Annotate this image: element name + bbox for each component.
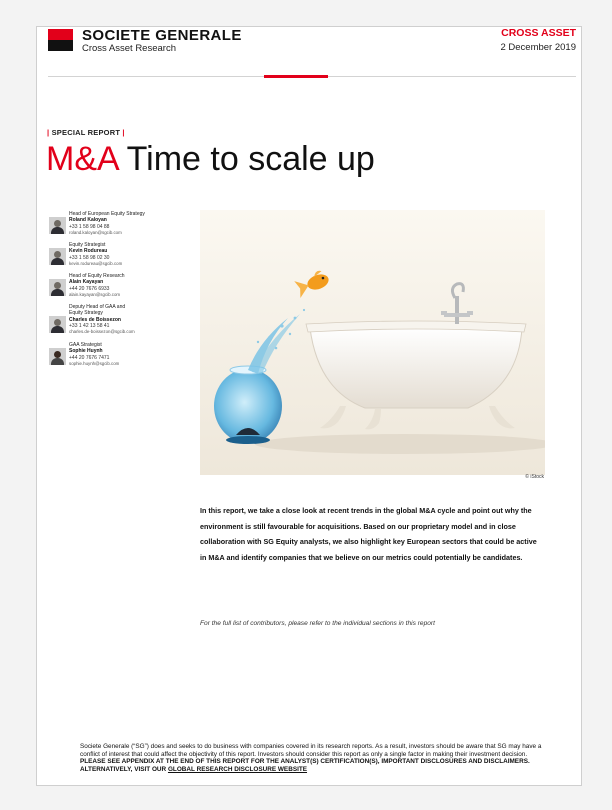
disclaimer-notice: PLEASE SEE APPENDIX AT THE END OF THIS REPORT FOR THE ANALYST(S) CERTIFICATION(S), IMPORTANT DISCLOSURES AND DISCLAIMERS. ALTERNATIVELY, VISIT OUR <box>80 758 530 773</box>
author-role-continued: Equity Strategy <box>69 310 103 317</box>
author-photo <box>49 248 66 265</box>
author-card <box>49 242 199 273</box>
report-type-label: SPECIAL REPORT <box>51 128 121 137</box>
author-name: Kevin Rodureau <box>69 248 108 255</box>
page-title <box>46 140 375 179</box>
author-photo <box>49 316 66 333</box>
author-email[interactable]: alain.kayayan@sgcib.com <box>69 291 121 297</box>
author-role: Equity Strategist <box>69 242 106 248</box>
disclaimer-text: Societe Generale (“SG”) does and seeks to do business with companies covered in its research reports. As a result, investors should be aware that SG may have a conflict of interest that could affect the objectivity of this report. Investors should consider this report as only a single factor in making their investment decision. <box>80 743 542 758</box>
legal-disclaimer <box>80 743 546 773</box>
author-name: Charles de Boissezon <box>69 316 121 323</box>
author-photo <box>49 279 66 296</box>
societe-generale-logo <box>48 28 258 54</box>
author-email[interactable]: roland.kaloyan@sgcib.com <box>69 229 122 235</box>
hero-image <box>200 210 545 475</box>
goldfish-illustration-icon <box>200 210 545 475</box>
author-phone: +33 1 58 98 04 88 <box>69 223 110 230</box>
author-photo <box>49 217 66 234</box>
author-name: Sophie Huynh <box>69 348 103 355</box>
header-divider-accent <box>264 75 328 78</box>
author-role: Deputy Head of GAA and <box>69 304 126 310</box>
disclosure-website-link[interactable]: GLOBAL RESEARCH DISCLOSURE WEBSITE <box>167 765 308 773</box>
author-role: Head of European Equity Strategy <box>69 211 145 217</box>
contributors-note: For the full list of contributors, please refer to the individual sections in this report <box>200 620 435 627</box>
author-email[interactable]: kevin.rodureau@sgcib.com <box>69 260 123 266</box>
author-name: Roland Kaloyan <box>69 217 107 224</box>
header-meta <box>500 27 576 53</box>
image-credit: © iStock <box>525 474 544 480</box>
report-type-tag: | SPECIAL REPORT | <box>47 128 125 137</box>
brand-subtitle: Cross Asset Research <box>82 43 176 54</box>
author-email[interactable]: sophie.huynh@sgcib.com <box>69 360 120 366</box>
author-photo <box>49 348 66 365</box>
author-email[interactable]: charles.de-boissezon@sgcib.com <box>69 329 135 335</box>
report-date: 2 December 2019 <box>500 42 576 53</box>
section-label: CROSS ASSET <box>501 27 576 39</box>
author-phone: +44 20 7676 6933 <box>69 285 110 292</box>
author-card <box>49 273 199 304</box>
author-role: GAA Strategist <box>69 342 102 348</box>
author-phone: +33 1 42 13 58 41 <box>69 322 110 329</box>
author-name: Alain Kayayan <box>69 279 104 286</box>
author-list <box>49 211 199 373</box>
author-card <box>49 342 199 373</box>
author-phone: +44 20 7676 7471 <box>69 354 110 361</box>
report-summary: In this report, we take a close look at recent trends in the global M&A cycle and point out why the environment is still favourable for acquisitions. Based on our proprietary model and in close collaboration with SG Equity analysts, we also highlight key European sectors that could be active in M&A and identify companies that we believe on our metrics could potentially be candidates. <box>200 506 537 562</box>
author-role: Head of Equity Research <box>69 273 125 279</box>
author-card <box>49 304 199 342</box>
brand-name: SOCIETE GENERALE <box>82 27 242 44</box>
brand-mark-icon <box>48 29 73 51</box>
title-main: Time to scale up <box>126 140 375 178</box>
author-card <box>49 211 199 242</box>
author-phone: +33 1 58 98 02 30 <box>69 254 110 261</box>
title-highlight: M&A <box>46 140 118 178</box>
